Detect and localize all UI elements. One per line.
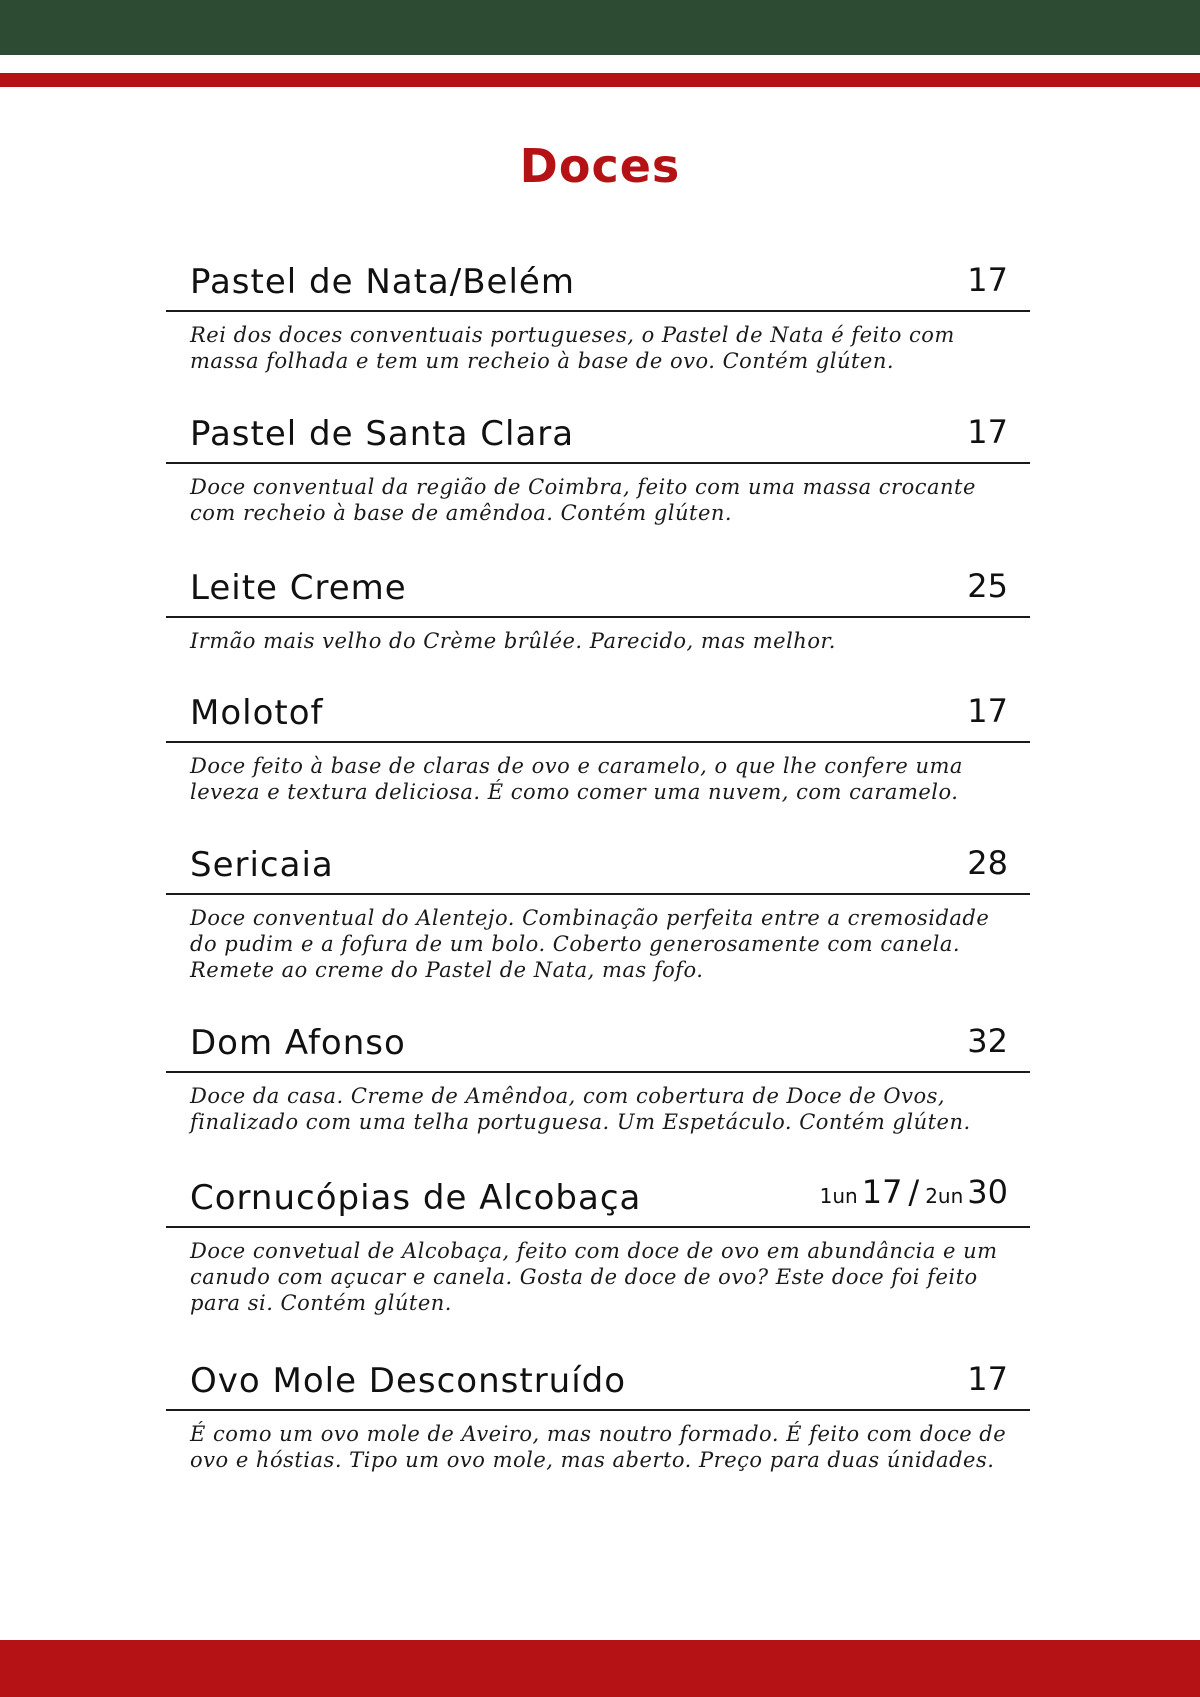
menu-item-header — [166, 566, 1030, 618]
item-price-group — [820, 1172, 1008, 1216]
item-price: 17 — [967, 1360, 1008, 1398]
item-name: Pastel de Nata/Belém — [190, 262, 575, 302]
menu-item-header — [166, 1359, 1030, 1411]
item-name: Cornucópias de Alcobaça — [190, 1178, 642, 1218]
item-name: Leite Creme — [190, 568, 407, 608]
menu-item-header — [166, 843, 1030, 895]
item-price: 25 — [967, 567, 1008, 605]
item-description: Doce feito à base de claras de ovo e caramelo, o que lhe confere uma leveza e textura deliciosa. É como comer uma nuvem, com caramelo. — [190, 754, 963, 804]
item-price: 17 — [967, 261, 1008, 299]
price-separator: / — [908, 1173, 920, 1211]
item-price: 28 — [967, 844, 1008, 882]
menu-item — [166, 1021, 1030, 1135]
page-title: Doces — [519, 139, 681, 193]
item-price: 17 — [861, 1173, 903, 1211]
item-description: Doce convetual de Alcobaça, feito com doce de ovo em abundância e um canudo com açucar e canela. Gosta de doce de ovo? Este doce foi feito para si. Contém glúten. — [190, 1239, 998, 1315]
menu-item-header — [166, 260, 1030, 312]
item-description: Irmão mais velho do Crème brûlée. Parecido, mas melhor. — [190, 629, 836, 653]
item-price: 32 — [967, 1022, 1008, 1060]
item-price: 17 — [967, 692, 1008, 730]
menu-item-header — [166, 412, 1030, 464]
menu-item-header — [166, 1173, 1030, 1228]
menu-item-header — [166, 691, 1030, 743]
menu-item — [166, 260, 1030, 374]
top-green-band — [0, 0, 1200, 55]
item-name: Dom Afonso — [190, 1023, 406, 1063]
item-name: Sericaia — [190, 845, 334, 885]
item-description: É como um ovo mole de Aveiro, mas noutro formado. É feito com doce de ovo e hóstias. Tipo um ovo mole, mas aberto. Preço para duas únidades. — [190, 1422, 1007, 1472]
item-price: 30 — [967, 1173, 1008, 1211]
item-description: Doce conventual do Alentejo. Combinação perfeita entre a cremosidade do pudim e a fofura de um bolo. Coberto generosamente com canela. Remete ao creme do Pastel de Nata, mas fofo. — [190, 906, 990, 982]
item-price: 17 — [967, 413, 1008, 451]
price-unit-label: 2un — [925, 1184, 964, 1208]
price-unit-label: 1un — [819, 1184, 858, 1208]
menu-item-header — [166, 1021, 1030, 1073]
top-red-stripe — [0, 73, 1200, 87]
item-description: Doce da casa. Creme de Amêndoa, com cobertura de Doce de Ovos, finalizado com uma telha portuguesa. Um Espetáculo. Contém glúten. — [190, 1084, 971, 1134]
menu-item — [166, 843, 1030, 983]
item-description: Rei dos doces conventuais portugueses, o Pastel de Nata é feito com massa folhada e tem um recheio à base de ovo. Contém glúten. — [190, 323, 955, 373]
menu-item — [166, 1359, 1030, 1473]
item-name: Pastel de Santa Clara — [190, 414, 575, 454]
menu-item — [166, 566, 1030, 654]
bottom-red-band — [0, 1640, 1200, 1697]
item-name: Molotof — [190, 693, 324, 733]
item-description: Doce conventual da região de Coimbra, feito com uma massa crocante com recheio à base de amêndoa. Contém glúten. — [190, 475, 976, 525]
item-name: Ovo Mole Desconstruído — [190, 1361, 627, 1401]
menu-item — [166, 412, 1030, 526]
menu-item — [166, 1173, 1030, 1316]
menu-item — [166, 691, 1030, 805]
